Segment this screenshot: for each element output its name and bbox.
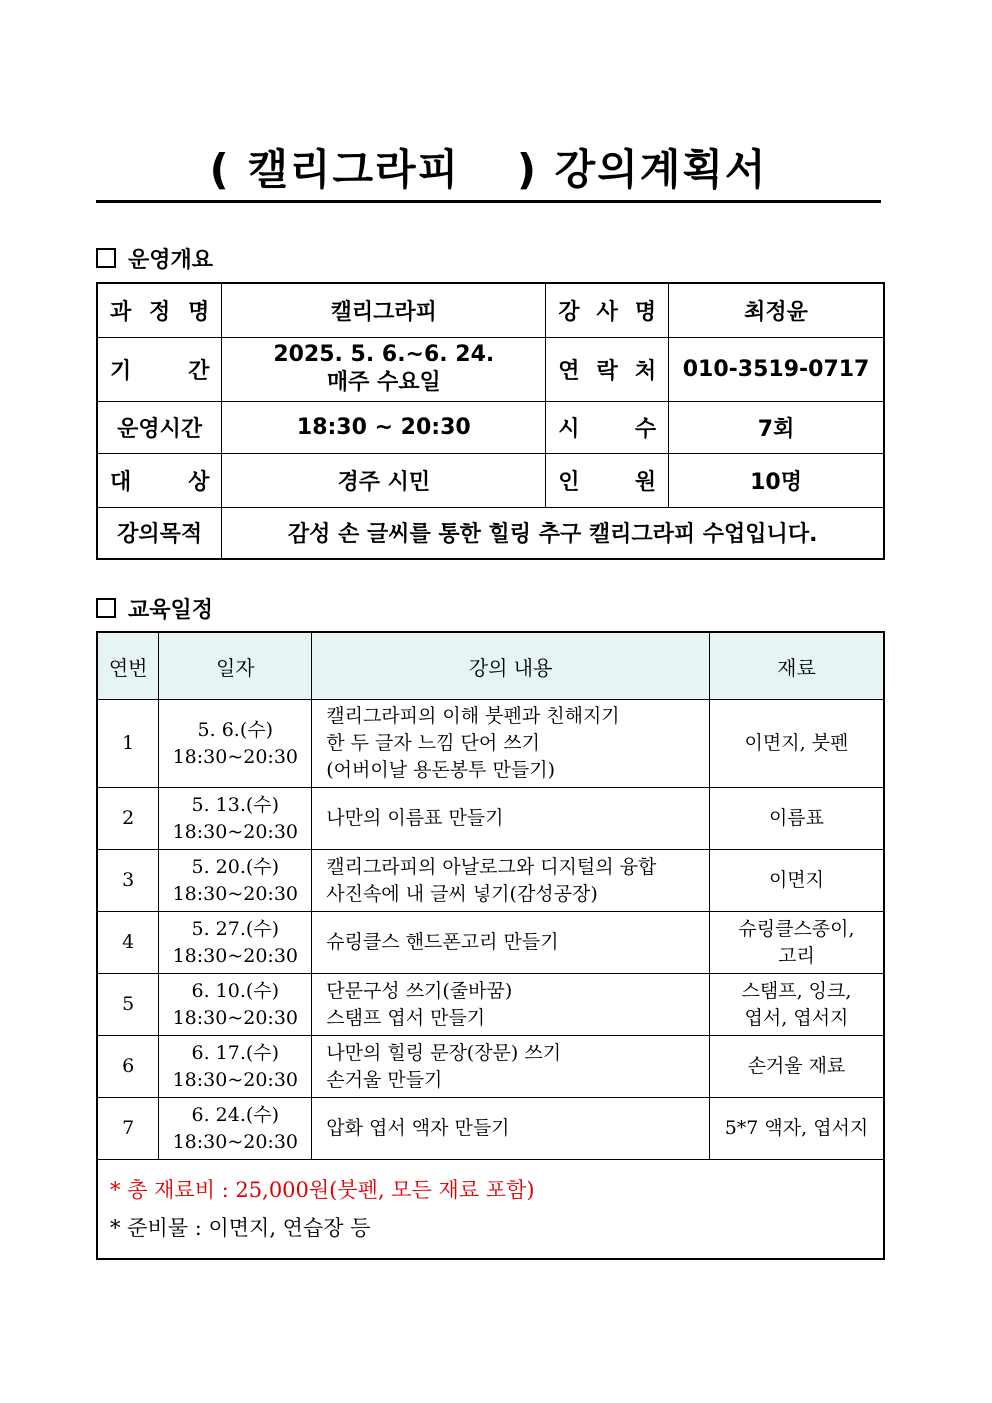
row-materials: 이름표: [709, 788, 884, 850]
table-row: [97, 788, 884, 850]
table-row: [97, 974, 884, 1036]
row-materials: 슈링클스종이, 고리: [709, 912, 884, 974]
title-plan: ) 강의계획서: [516, 145, 768, 194]
course-label: 과 정 명: [97, 283, 222, 337]
header-no: 연번: [97, 632, 159, 700]
section-overview-label: 운영개요: [128, 247, 214, 273]
contact-value: 010-3519-0717: [669, 337, 884, 401]
row-materials: 손거울 재료: [709, 1036, 884, 1098]
row-materials: 5*7 액자, 엽서지: [709, 1098, 884, 1160]
preparation-note: * 준비물 : 이면지, 연습장 등: [110, 1216, 371, 1240]
row-date: 5. 13.(수) 18:30~20:30: [159, 788, 312, 850]
row-no: 6: [97, 1036, 159, 1098]
sessions-label: 시 수: [546, 401, 669, 453]
row-date: 5. 20.(수) 18:30~20:30: [159, 850, 312, 912]
section-schedule-label: 교육일정: [128, 597, 214, 623]
instructor-value: 최정윤: [669, 283, 884, 337]
time-value: 18:30 ~ 20:30: [222, 401, 546, 453]
row-no: 3: [97, 850, 159, 912]
course-value: 캘리그라피: [222, 283, 546, 337]
period-dates: 2025. 5. 6.~6. 24.: [273, 342, 495, 367]
row-materials: 이면지: [709, 850, 884, 912]
sessions-value: 7회: [669, 401, 884, 453]
headcount-value: 10명: [669, 453, 884, 507]
row-date: 5. 6.(수) 18:30~20:30: [159, 700, 312, 788]
table-row: [97, 850, 884, 912]
checkbox-icon: [96, 598, 116, 618]
table-row: [97, 1098, 884, 1160]
time-label: 운영시간: [97, 401, 222, 453]
row-date: 5. 27.(수) 18:30~20:30: [159, 912, 312, 974]
row-date: 6. 17.(수) 18:30~20:30: [159, 1036, 312, 1098]
row-no: 7: [97, 1098, 159, 1160]
section-schedule-heading: [96, 593, 213, 623]
headcount-label: 인 원: [546, 453, 669, 507]
table-row: [97, 1036, 884, 1098]
row-content: 캘리그라피의 이해 붓펜과 친해지기 한 두 글자 느낌 단어 쓰기 (어버이날 용돈봉투 만들기): [312, 700, 710, 788]
purpose-label: 강의목적: [97, 507, 222, 559]
row-no: 5: [97, 974, 159, 1036]
row-content: 나만의 힐링 문장(장문) 쓰기 손거울 만들기: [312, 1036, 710, 1098]
period-value: [222, 337, 546, 401]
period-label: 기 간: [97, 337, 222, 401]
row-content: 압화 엽서 액자 만들기: [312, 1098, 710, 1160]
checkbox-icon: [96, 248, 116, 268]
row-materials: 스탬프, 잉크, 엽서, 엽서지: [709, 974, 884, 1036]
header-date: 일자: [159, 632, 312, 700]
table-row: [97, 912, 884, 974]
section-overview-heading: [96, 243, 213, 273]
overview-table: [96, 282, 885, 560]
row-no: 2: [97, 788, 159, 850]
purpose-value: 감성 손 글씨를 통한 힐링 추구 캘리그라피 수업입니다.: [222, 507, 884, 559]
schedule-table: [96, 631, 885, 1260]
contact-label: 연 락 처: [546, 337, 669, 401]
row-date: 6. 24.(수) 18:30~20:30: [159, 1098, 312, 1160]
table-row: [97, 700, 884, 788]
row-content: 나만의 이름표 만들기: [312, 788, 710, 850]
header-content: 강의 내용: [312, 632, 710, 700]
period-weekday: 매주 수요일: [326, 370, 441, 395]
instructor-label: 강 사 명: [546, 283, 669, 337]
target-value: 경주 시민: [222, 453, 546, 507]
row-no: 1: [97, 700, 159, 788]
row-materials: 이면지, 붓펜: [709, 700, 884, 788]
material-cost-note: * 총 재료비 : 25,000원(붓펜, 모든 재료 포함): [110, 1178, 535, 1202]
document-title: [96, 140, 881, 203]
row-content: 단문구성 쓰기(줄바꿈) 스탬프 엽서 만들기: [312, 974, 710, 1036]
row-content: 캘리그라피의 아날로그와 디지털의 융합 사진속에 내 글씨 넣기(감성공장): [312, 850, 710, 912]
target-label: 대 상: [97, 453, 222, 507]
row-content: 슈링클스 핸드폰고리 만들기: [312, 912, 710, 974]
row-date: 6. 10.(수) 18:30~20:30: [159, 974, 312, 1036]
header-materials: 재료: [709, 632, 884, 700]
row-no: 4: [97, 912, 159, 974]
title-course: ( 캘리그라피: [209, 145, 461, 194]
schedule-notes: [97, 1160, 884, 1260]
